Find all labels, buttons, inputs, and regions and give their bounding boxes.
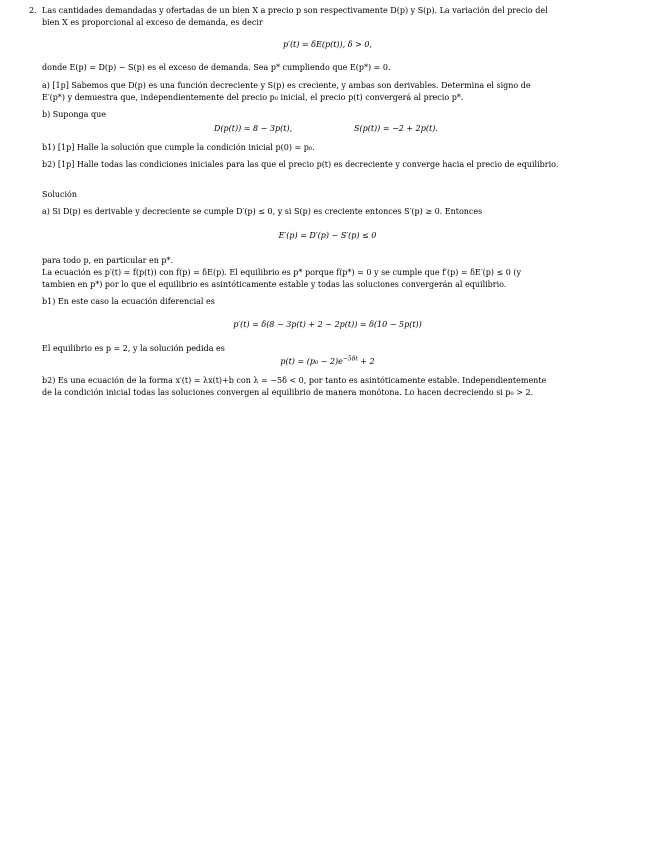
equation-demand: D(p(t)) = 8 − 3p(t),	[214, 124, 293, 133]
part-b1: b1) [1p] Halle la solución que cumple la condición inicial p(0) = p₀.	[42, 143, 315, 152]
solution-b1-line-1: b1) En este caso la ecuación diferencial es	[42, 297, 215, 306]
solution-a-line-2: para todo p, en particular en p*.	[42, 256, 174, 265]
problem-number: 2.	[29, 6, 37, 15]
equation-supply: S(p(t)) = −2 + 2p(t).	[354, 124, 438, 133]
part-a-line-1: a) [1p] Sabemos que D(p) es una función decreciente y S(p) es creciente, y ambas son derivables. Determina el signo de	[42, 81, 531, 90]
equation-solution	[0, 357, 655, 367]
solution-a-line-1: a) Si D(p) es derivable y decreciente se cumple D′(p) ≤ 0, y si S(p) es creciente entonces S′(p) ≥ 0. Entonces	[42, 207, 483, 216]
solution-heading: Solución	[42, 190, 78, 199]
part-b-intro: b) Suponga que	[42, 110, 106, 119]
equation-excess-derivative: E′(p) = D′(p) − S′(p) ≤ 0	[278, 231, 377, 240]
equation-solution-tail: + 2	[357, 357, 375, 366]
solution-a-line-4: tambien en p*) por lo que el equilibrio es asintóticamente estable y todas las soluciones convergerán al equilibrio.	[42, 280, 507, 289]
equation-differential: p′(t) = δ(8 − 3p(t) + 2 − 2p(t)) = δ(10 − 5p(t))	[233, 320, 422, 329]
part-a-line-2: E′(p*) y demuestra que, independientemente del precio p₀ inicial, el precio p(t) convergerá al precio p*.	[42, 93, 464, 102]
equation-solution-base: p(t) = (p₀ − 2)e	[280, 357, 343, 366]
part-b2: b2) [1p] Halle todas las condiciones iniciales para las que el precio p(t) es decreciente y converge hacia el precio de equilibrio.	[42, 160, 559, 169]
problem-intro-line-1: Las cantidades demandadas y ofertadas de un bien X a precio p son respectivamente D(p) y S(p). La variación del precio del	[42, 6, 548, 15]
problem-intro-line-2: bien X es proporcional al exceso de demanda, es decir	[42, 18, 263, 27]
equation-price-dynamics: p′(t) = δE(p(t)), δ > 0,	[283, 40, 372, 49]
solution-b2-line-1: b2) Es una ecuación de la forma x′(t) = λx(t)+b con λ = −5δ < 0, por tanto es asintóticamente estable. Independientemente	[42, 376, 547, 385]
equation-solution-exponent: −5δt	[342, 355, 358, 363]
solution-a-line-3: La ecuación es p′(t) = f(p(t)) con f(p) = δE(p). El equilibrio es p* porque f(p*) = 0 y se cumple que f′(p) = δE′(p) ≤ 0 (y	[42, 268, 522, 277]
problem-definition: donde E(p) = D(p) − S(p) es el exceso de demanda. Sea p* cumpliendo que E(p*) = 0.	[42, 63, 391, 72]
solution-b1-line-2: El equilibrio es p = 2, y la solución pedida es	[42, 344, 225, 353]
solution-b2-line-2: de la condición inicial todas las soluciones convergen al equilibrio de manera monótona. Lo hacen decreciendo si p₀ > 2.	[42, 388, 534, 397]
